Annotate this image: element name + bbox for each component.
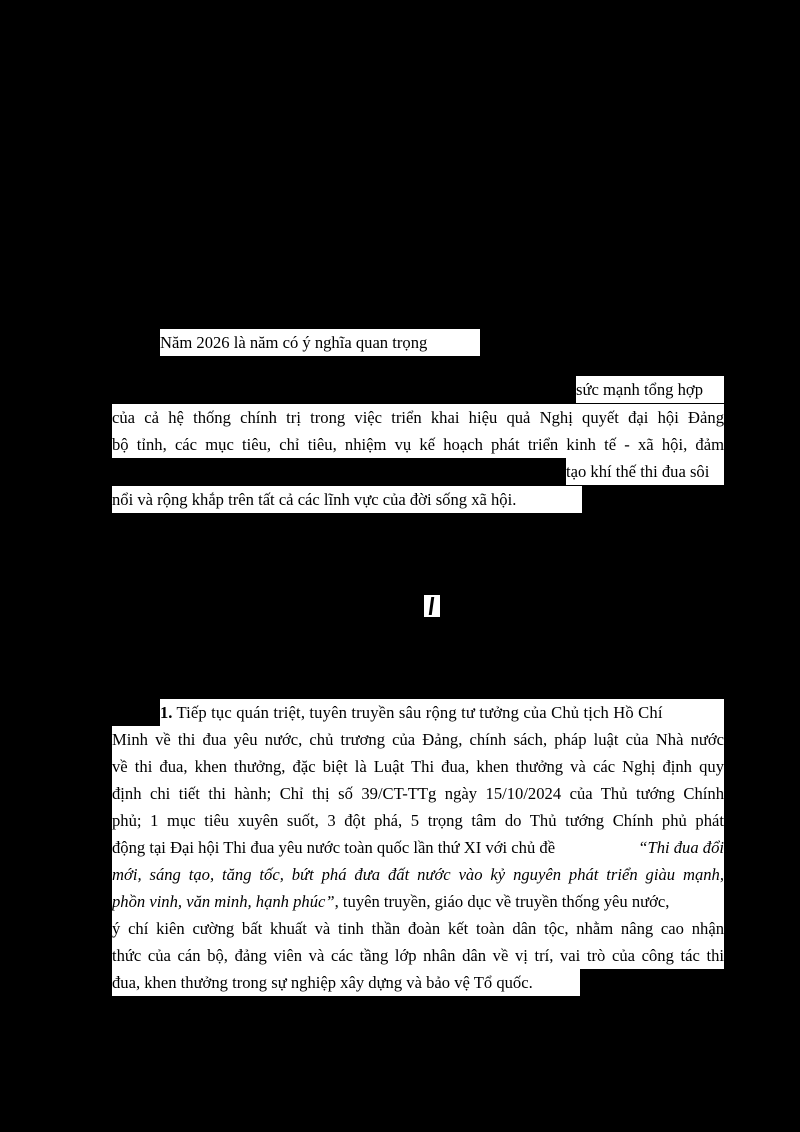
section1-line-5-text: phủ; 1 mục tiêu xuyên suốt, 3 đột phá, 5 trọng tâm do Thủ tướng Chính phủ phát [112,811,724,830]
intro-line-3 [112,404,724,431]
intro-line-3-text: của cả hệ thống chính trị trong việc triển khai hiệu quả Nghị quyết đại hội Đảng [112,408,724,427]
section1-line-9 [112,915,724,942]
section1-line-8 [112,888,724,915]
section1-line-3 [112,753,724,780]
intro-line-6-text: nổi và rộng khắp trên tất cả các lĩnh vực của đời sống xã hội. [112,490,517,509]
section1-line-2-text: Minh về thi đua yêu nước, chủ trương của Đảng, chính sách, pháp luật của Nhà nước [112,730,724,749]
section1-line-4 [112,780,724,807]
section1-line-6-text: động tại Đại hội Thi đua yêu nước toàn quốc lần thứ XI với chủ đề [112,838,556,857]
section1-line-10 [112,942,724,969]
section1-line-10-text: thức của cán bộ, đảng viên và các tầng lớp nhân dân về vị trí, vai trò của công tác thi [112,946,724,965]
section1-line-2 [112,726,724,753]
intro-line-2-text: sức mạnh tổng hợp [576,380,703,399]
intro-line-5-tail [566,458,724,485]
intro-line-4-text: bộ tỉnh, các mục tiêu, chỉ tiêu, nhiệm vụ kế hoạch phát triển kinh tế - xã hội, đảm [112,435,724,454]
section1-line-11 [112,969,580,996]
center-mark [424,595,440,617]
section1-line-7-text: mới, sáng tạo, tăng tốc, bứt phá đưa đất nước vào kỷ nguyên phát triển giàu mạnh, [112,865,724,884]
intro-line-4 [112,431,724,458]
section1-line-11-text: đua, khen thưởng trong sự nghiệp xây dựng và bảo vệ Tổ quốc. [112,973,533,992]
intro-line-1-text: Năm 2026 là năm có ý nghĩa quan trọng [160,333,428,352]
section1-line-8-quote: phồn vinh, văn minh, hạnh phúc” [112,892,335,911]
section1-line-6 [112,834,724,861]
intro-line-2-tail [576,376,724,403]
section1-line-1-text: Tiếp tục quán triệt, tuyên truyền sâu rộng tư tưởng của Chủ tịch Hồ Chí [172,703,663,722]
center-mark-stroke [429,597,435,615]
section1-line-9-text: ý chí kiên cường bất khuất và tinh thần đoàn kết toàn dân tộc, nhằm nâng cao nhận [112,919,724,938]
intro-line-1 [160,329,480,356]
intro-line-5-text: tạo khí thế thi đua sôi [566,462,710,481]
section1-line-3-text: về thi đua, khen thưởng, đặc biệt là Luật Thi đua, khen thưởng và các Nghị định quy [112,757,724,776]
section1-number: 1. [160,703,173,722]
section1-line-1 [160,699,724,726]
section1-line-6-quote: “Thi đua đổi [638,838,724,857]
section1-line-4-text: định chi tiết thi hành; Chỉ thị số 39/CT-TTg ngày 15/10/2024 của Thủ tướng Chính [112,784,724,803]
section1-line-5 [112,807,724,834]
intro-line-6 [112,486,582,513]
section1-line-7 [112,861,724,888]
section1-line-8-text: , tuyên truyền, giáo dục về truyền thống yêu nước, [334,892,670,911]
